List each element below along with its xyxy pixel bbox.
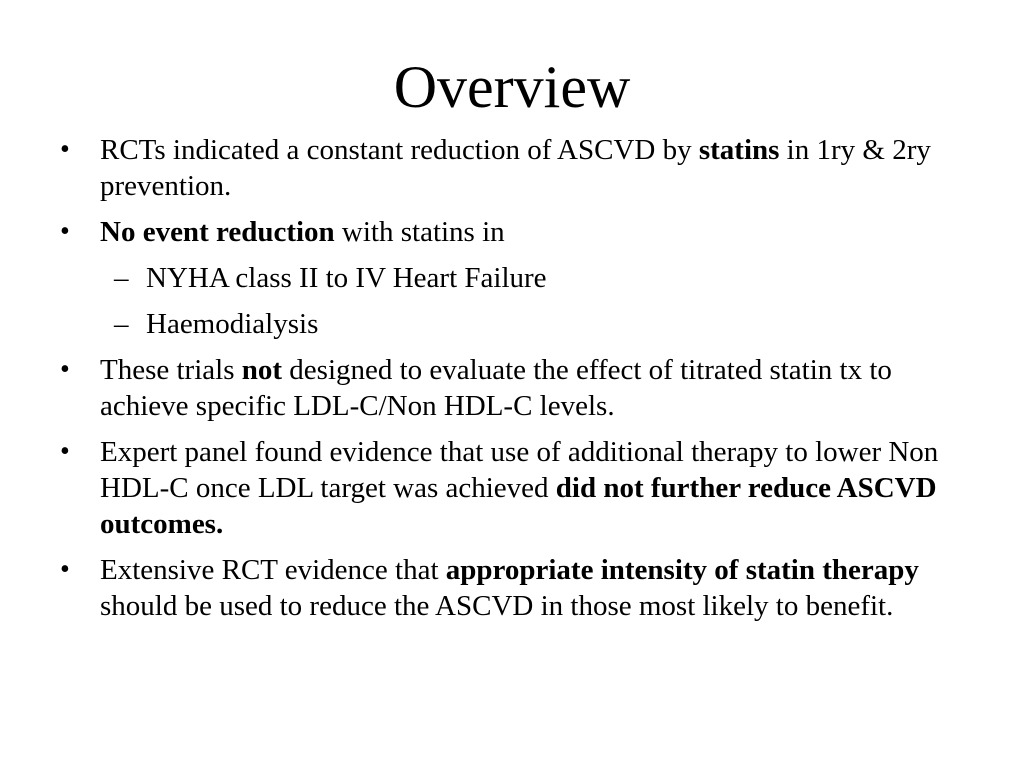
bullet-marker: • <box>60 134 70 165</box>
bullet-text: should be used to reduce the ASCVD in those most likely to benefit. <box>100 590 894 622</box>
bullet-item-5 <box>0 552 1024 624</box>
sub-bullet-text: Haemodialysis <box>146 308 319 340</box>
bullet-bold-text: did not further reduce ASCVD outcomes. <box>100 472 937 540</box>
bullet-item-1 <box>0 132 1024 204</box>
sub-bullet-marker: – <box>114 262 129 294</box>
bullet-text: with statins in <box>334 216 505 248</box>
bullet-marker: • <box>60 216 70 247</box>
bullet-text: These trials <box>100 354 242 386</box>
slide-title: Overview <box>393 54 631 120</box>
sub-bullet-text: NYHA class II to IV Heart Failure <box>146 262 547 294</box>
bullet-bold-text: No event reduction <box>100 216 335 248</box>
bullet-text: RCTs indicated a constant reduction of ASCVD by <box>100 134 699 166</box>
bullet-text: designed to evaluate the effect of titrated statin tx to achieve specific LDL-C/Non HDL-C levels. <box>100 354 892 422</box>
bullet-item-2 <box>0 214 1024 250</box>
bullet-list <box>0 132 1024 634</box>
bullet-bold-text: statins <box>698 134 780 166</box>
bullet-text: Expert panel found evidence that use of additional therapy to lower Non HDL-C once LDL target was achieved <box>100 436 939 504</box>
bullet-marker: • <box>60 554 70 585</box>
bullet-marker: • <box>60 354 70 385</box>
bullet-item-3 <box>0 352 1024 424</box>
bullet-item-4 <box>0 434 1024 542</box>
sub-bullet-item-1 <box>0 260 1024 296</box>
sub-bullet-item-2 <box>0 306 1024 342</box>
bullet-text: Extensive RCT evidence that <box>100 554 446 586</box>
bullet-bold-text: not <box>241 354 283 386</box>
sub-bullet-marker: – <box>114 308 129 340</box>
bullet-bold-text: appropriate intensity of statin therapy <box>445 554 919 586</box>
bullet-text: in 1ry & 2ry prevention. <box>100 134 931 202</box>
bullet-marker: • <box>60 436 70 467</box>
